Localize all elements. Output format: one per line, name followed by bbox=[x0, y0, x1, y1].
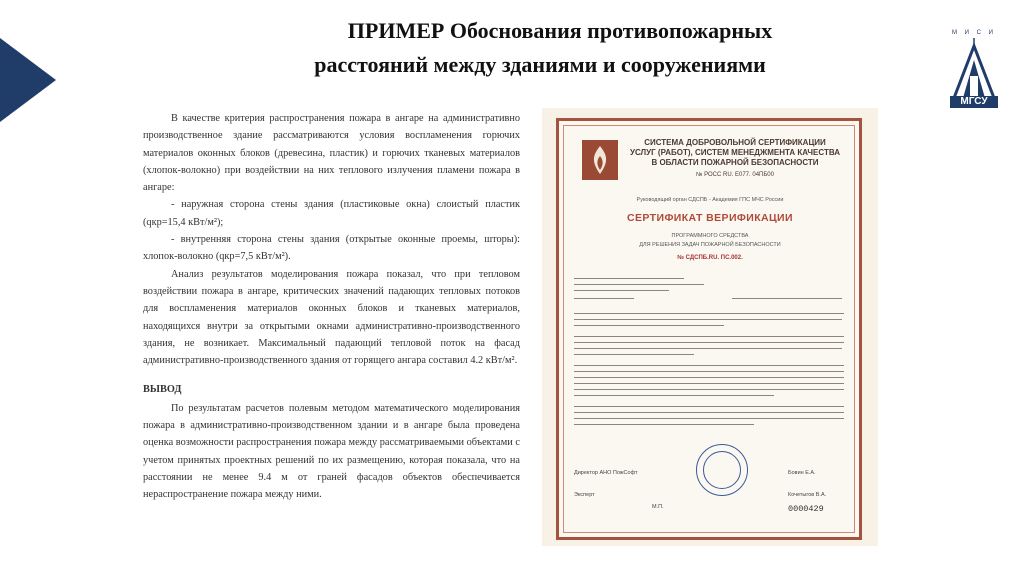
subtitle-line-1: ПРОГРАММНОГО СРЕДСТВА bbox=[671, 233, 749, 239]
certificate-title: СЕРТИФИКАТ ВЕРИФИКАЦИИ bbox=[627, 212, 793, 224]
building-logo-icon bbox=[950, 36, 998, 102]
subtitle-line-2: ДЛЯ РЕШЕНИЯ ЗАДАЧ ПОЖАРНОЙ БЕЗОПАСНОСТИ bbox=[639, 242, 781, 248]
paragraph-analysis: Анализ результатов моделирования пожара показал, что при тепловом воздействии пожара в ангаре, критических значений падающих тепловых потоков для воспламенения материалов оконных блоков и тканевых материалов, находящихся внутри за открытыми окнами административно-производственного здания, не возникает. Максимальный падающий тепловой поток на фасад административно-производственного здания от горящего ангара составил 4.2 кВт/м². bbox=[143, 268, 520, 367]
expert-name: Кочетыгов В.А. bbox=[788, 492, 827, 498]
certificate-number: № СДСПБ.RU. ПС.002. bbox=[677, 255, 743, 261]
fire-certification-icon bbox=[582, 140, 618, 180]
slide-title-line-1: ПРИМЕР Обоснования противопожарных bbox=[347, 18, 773, 43]
system-registration-number: № РОСС RU. Е077. 04ПБ00 bbox=[696, 172, 774, 178]
certification-system-name bbox=[630, 138, 840, 180]
logo-top-letters: М И С И bbox=[952, 30, 996, 36]
system-line-1: СИСТЕМА ДОБРОВОЛЬНОЙ СЕРТИФИКАЦИИ bbox=[644, 138, 826, 147]
certificate-subtitle bbox=[572, 232, 848, 250]
system-line-2: УСЛУГ (РАБОТ), СИСТЕМ МЕНЕДЖМЕНТА КАЧЕСТВА bbox=[630, 148, 840, 157]
verification-certificate bbox=[542, 108, 878, 546]
slide-arrow-decoration bbox=[0, 38, 56, 122]
conclusion-heading: ВЫВОД bbox=[143, 384, 182, 396]
director-name: Бовин Е.А. bbox=[788, 470, 816, 476]
stamp-label: М.П. bbox=[652, 504, 664, 510]
certificate-seal bbox=[696, 444, 748, 496]
certificate-serial-number: 0000429 bbox=[788, 504, 824, 514]
university-logo bbox=[950, 30, 998, 106]
paragraph-outer-wall: - наружная сторона стены здания (пластиковые окна) слоистый пластик (qкр=15,4 кВт/м²); bbox=[143, 199, 520, 228]
paragraph-inner-wall: - внутренняя сторона стены здания (открытые оконные проемы, шторы): хлопок-волокно (qкр=7,5 кВт/м²). bbox=[143, 234, 520, 263]
slide-title bbox=[240, 14, 840, 82]
director-label: Директор АНО ПожСофт bbox=[574, 470, 638, 476]
slide-title-line-2: расстояний между зданиями и сооружениями bbox=[314, 52, 766, 77]
logo-abbreviation: МГСУ bbox=[950, 96, 998, 108]
paragraph-conclusion: По результатам расчетов полевым методом математического моделирования пожара в административно-производственном здании и в ангаре была проведена оценка возможности распространения пожара между рассматриваемыми объектами с учетом принятых проектных решений по их размещению, которая показала, что на расстоянии не менее 9.4 м от граней фасадов объектов обеспечивается нераспространение пожара между ними. bbox=[143, 402, 520, 501]
expert-label: Эксперт bbox=[574, 492, 595, 498]
certificate-seal-inner bbox=[703, 451, 741, 489]
system-line-3: В ОБЛАСТИ ПОЖАРНОЙ БЕЗОПАСНОСТИ bbox=[651, 158, 819, 167]
paragraph-criteria: В качестве критерия распространения пожара в ангаре на административно производственное здание рассматриваются условия воспламенения горючих материалов оконных блоков (древесина, пластик) и горючих тканевых материалов (хлопок-волокно) при воздействии на них теплового излучения пламени пожара в ангаре: bbox=[143, 113, 520, 194]
governing-body: Руководящий орган СДСПБ - Академия ГПС МЧС России bbox=[636, 197, 784, 203]
body-text bbox=[143, 110, 520, 504]
